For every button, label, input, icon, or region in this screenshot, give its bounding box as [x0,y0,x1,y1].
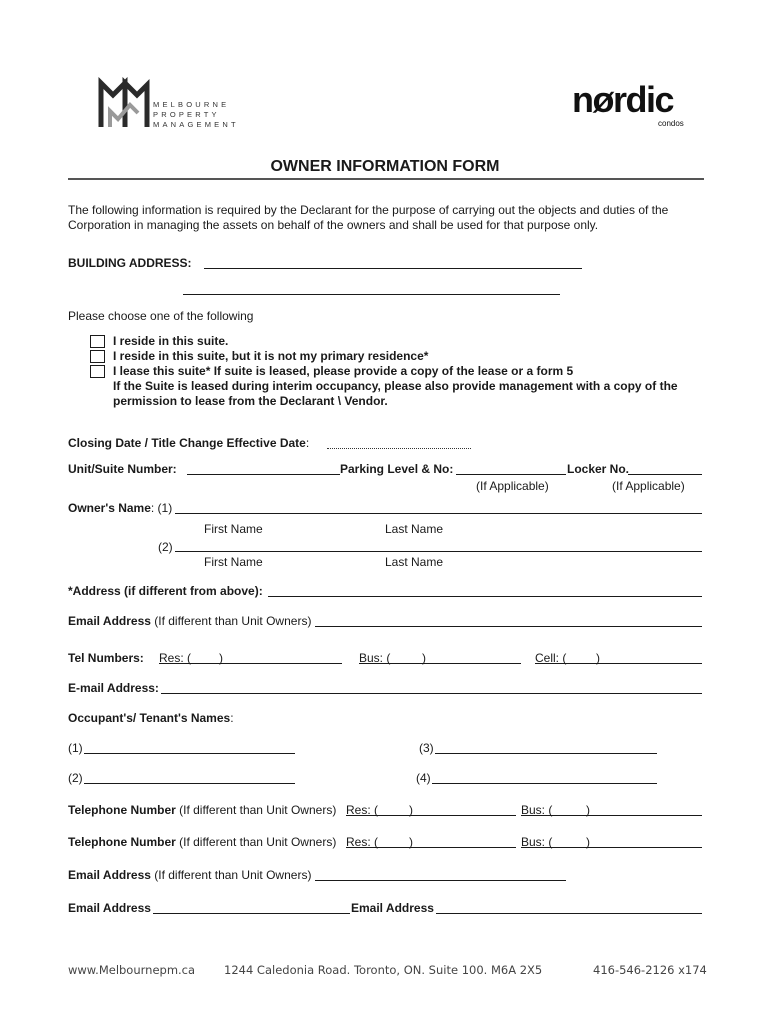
occupant-3-prefix: (3) [419,741,434,755]
logo-line-2: PROPERTY [153,110,220,119]
owner-2-field[interactable] [175,551,702,552]
tel-number-2-bus-label: Bus: ( [521,835,553,849]
tel-number-1-bus-field[interactable] [521,815,702,816]
logo-line-1: MELBOURNE [153,100,230,109]
unit-field[interactable] [187,474,340,475]
page-title: OWNER INFORMATION FORM [270,158,500,175]
option-note-2: permission to lease from the Declarant \ Vendor. [113,394,388,408]
footer-website[interactable]: www.Melbournepm.ca [68,963,196,977]
closing-date-field[interactable] [327,448,471,449]
owner-1-last-caption: Last Name [385,522,444,536]
tel-number-2-bus-field[interactable] [521,847,702,848]
bus-label: Bus: ( [359,651,391,665]
occupant-2-prefix: (2) [68,771,83,785]
res-field[interactable] [159,663,342,664]
locker-field[interactable] [628,474,702,475]
logo-line-3: MANAGEMENT [153,120,239,129]
tel-number-2-bus-close: ) [586,835,590,849]
parking-if-applicable: (If Applicable) [476,479,549,493]
tel-number-1-note: (If different than Unit Owners) [175,803,337,817]
building-address-line-1[interactable] [204,268,582,269]
owners-name-suffix: : (1) [150,501,173,515]
tel-number-2-row [68,835,336,849]
tel-number-1-row [68,803,336,817]
address-field[interactable] [268,596,702,597]
occupant-1-field[interactable] [84,753,295,754]
closing-date-row [68,436,309,450]
closing-date-colon: : [305,436,310,450]
building-address-line-2[interactable] [183,294,560,295]
occupant-1-prefix: (1) [68,741,83,755]
email-2-field[interactable] [161,693,702,694]
unit-label: Unit/Suite Number: [68,462,177,476]
owner-2-first-caption: First Name [204,555,263,569]
tel-number-2-note: (If different than Unit Owners) [175,835,337,849]
owner-1-first-caption: First Name [204,522,263,536]
option-note-1: If the Suite is leased during interim occupancy, please also provide management with a copy of the [113,379,678,393]
email-4a-label: Email Address [68,901,151,915]
choose-prompt: Please choose one of the following [68,309,254,323]
email-owner-field[interactable] [315,626,702,627]
res-label: Res: ( [159,651,192,665]
parking-label: Parking Level & No: [340,462,454,476]
tel-number-1-bus-label: Bus: ( [521,803,553,817]
melbourne-logo-mark [98,77,150,129]
cell-field[interactable] [535,663,702,664]
tel-number-2-res-close: ) [409,835,413,849]
cell-close: ) [596,651,600,665]
occupant-4-prefix: (4) [416,771,431,785]
footer-address: 1244 Caledonia Road. Toronto, ON. Suite 100. M6A 2X5 [224,963,543,977]
email-3-row [68,868,311,882]
option-label-2: I reside in this suite, but it is not my primary residence* [113,349,429,363]
parking-field[interactable] [456,474,566,475]
tel-number-1-res-label: Res: ( [346,803,379,817]
nordic-sub: condos [658,119,684,128]
owner-2-prefix: (2) [158,540,173,554]
closing-date-label: Closing Date / Title Change Effective Date [68,436,306,450]
occupants-label: Occupant's/ Tenant's Names [68,711,231,725]
email-owner-row [68,614,311,628]
occupant-3-field[interactable] [435,753,657,754]
tel-number-2-label: Telephone Number [68,835,176,849]
tel-number-1-res-field[interactable] [346,815,516,816]
title-divider [68,178,704,180]
option-label-1: I reside in this suite. [113,334,229,348]
email-3-field[interactable] [315,880,566,881]
option-checkbox-2[interactable] [90,350,105,363]
owners-name-label: Owner's Name [68,501,151,515]
email-4b-field[interactable] [436,913,702,914]
option-label-3: I lease this suite* If suite is leased, please provide a copy of the lease or a form 5 [113,364,574,378]
nordic-brand: nørdic [572,79,674,120]
owner-1-field[interactable] [175,513,702,514]
tel-number-1-res-close: ) [409,803,413,817]
email-3-note: (If different than Unit Owners) [150,868,312,882]
owners-name-row [68,501,172,515]
intro-text: The following information is required by the Declarant for the purpose of carrying out the objects and duties of the Corporation in managing the assets on behalf of the owners and shall be used for that purpose only. [68,203,669,232]
option-checkbox-3[interactable] [90,365,105,378]
locker-label: Locker No. [567,462,630,476]
option-checkbox-1[interactable] [90,335,105,348]
email-4a-field[interactable] [153,913,350,914]
tel-numbers-label: Tel Numbers: [68,651,144,665]
res-close: ) [219,651,223,665]
cell-label: Cell: ( [535,651,567,665]
occupant-4-field[interactable] [432,783,657,784]
tel-number-2-res-field[interactable] [346,847,516,848]
tel-number-2-res-label: Res: ( [346,835,379,849]
email-owner-note: (If different than Unit Owners) [150,614,312,628]
email-4b-label: Email Address [351,901,434,915]
building-address-label: BUILDING ADDRESS: [68,256,192,270]
email-3-label: Email Address [68,868,151,882]
tel-number-1-label: Telephone Number [68,803,176,817]
owner-2-last-caption: Last Name [385,555,444,569]
occupants-colon: : [230,711,234,725]
occupant-2-field[interactable] [84,783,295,784]
occupants-row [68,711,234,725]
locker-if-applicable: (If Applicable) [612,479,685,493]
address-label: *Address (if different from above): [68,584,263,598]
footer-phone: 416-546-2126 x174 [593,963,707,977]
tel-number-1-bus-close: ) [586,803,590,817]
email-owner-label: Email Address [68,614,151,628]
bus-field[interactable] [359,663,521,664]
email-2-label: E-mail Address: [68,681,159,695]
bus-close: ) [422,651,426,665]
